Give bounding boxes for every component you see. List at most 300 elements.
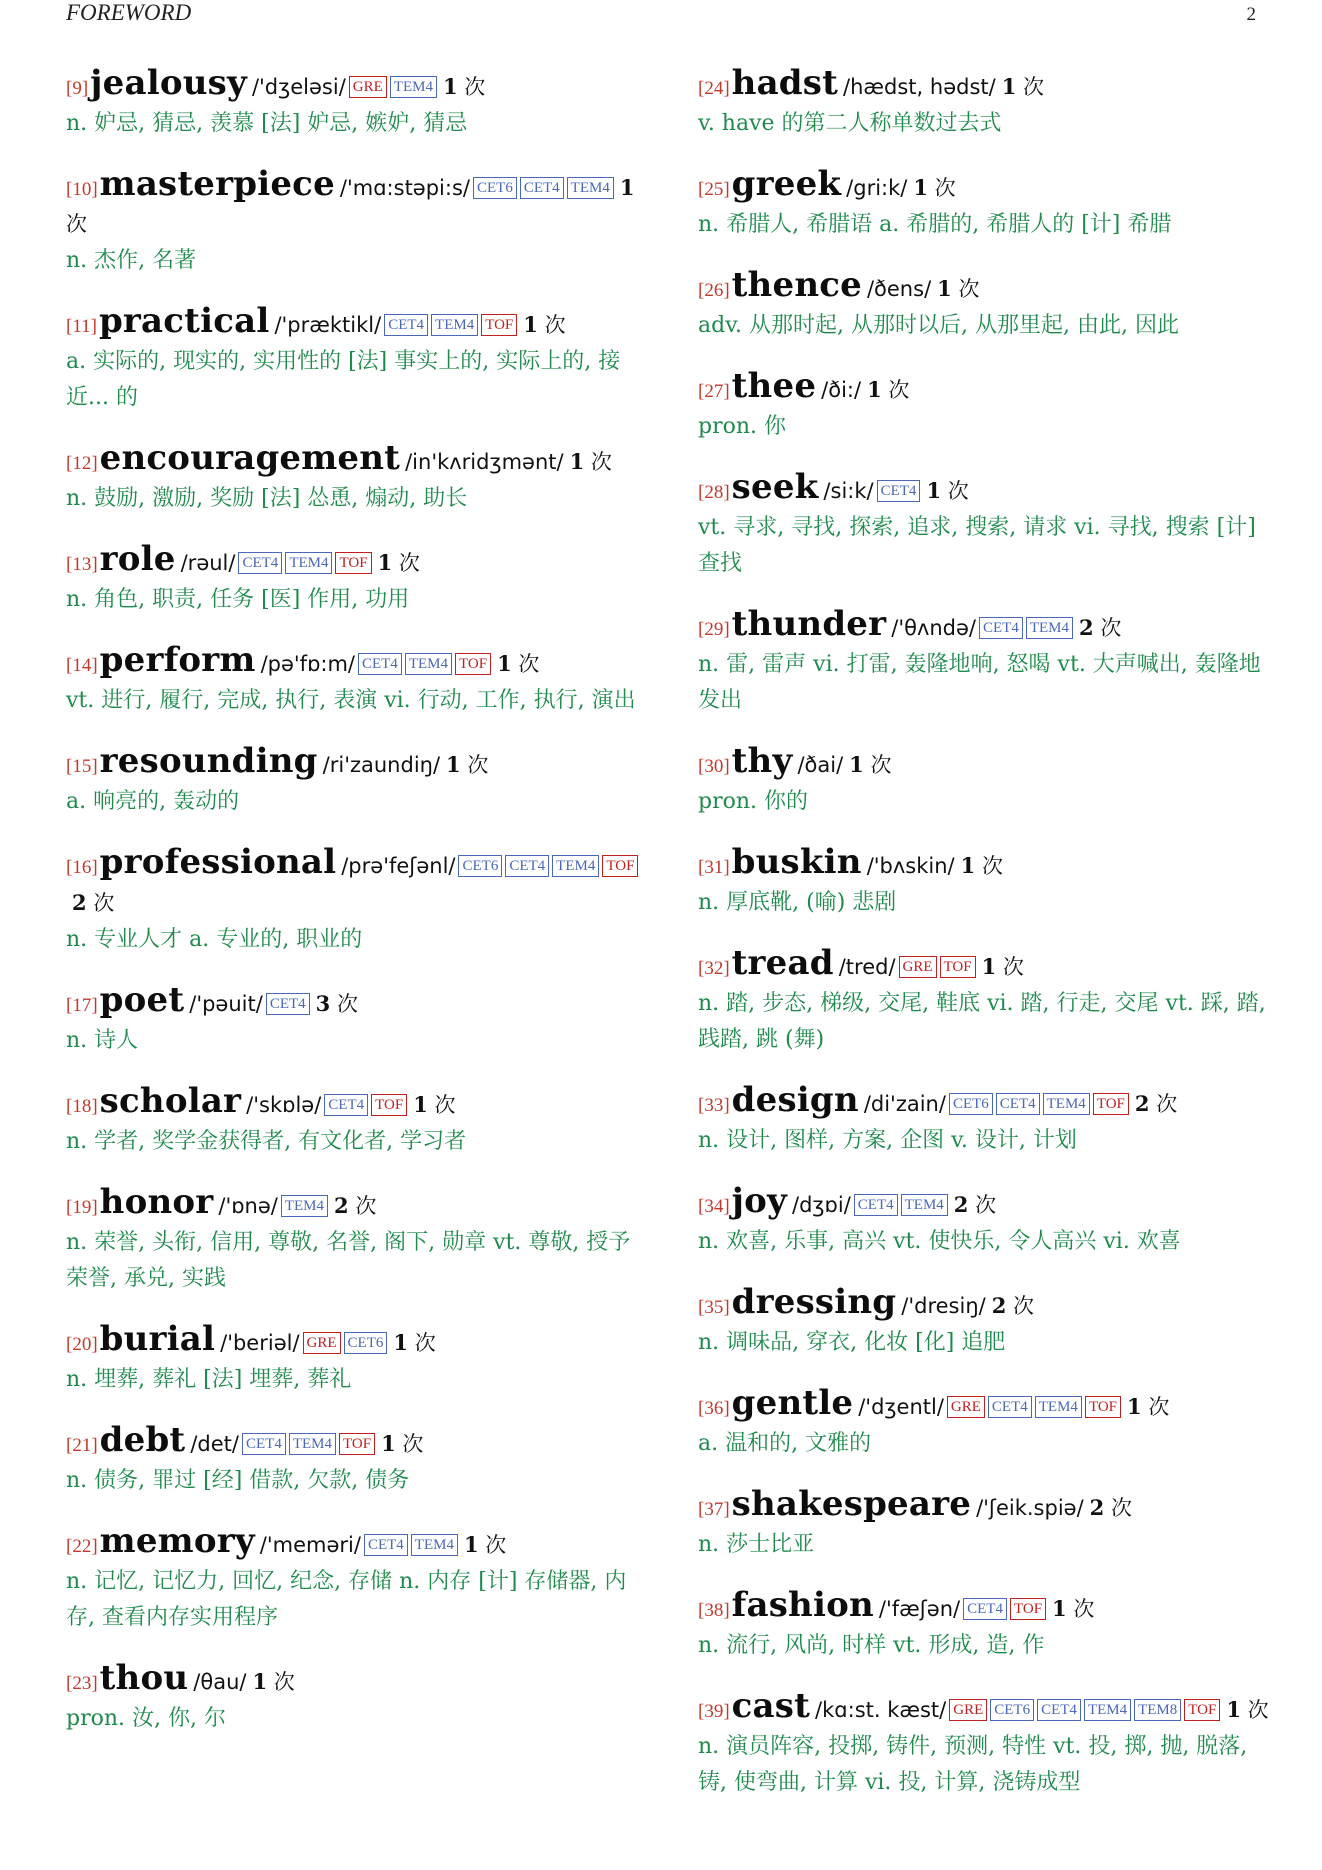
count-unit: 次: [1110, 1496, 1132, 1520]
vocab-entry: [698, 467, 1272, 582]
headword: seek: [731, 467, 819, 507]
count-number: 1: [926, 478, 942, 503]
headword: burial: [99, 1319, 216, 1359]
definition: n. 记忆, 记忆力, 回忆, 纪念, 存储 n. 内存 [计] 存储器, 内存, 查看内存实用程序: [66, 1569, 627, 1630]
vocab-entry: [698, 265, 1272, 344]
count-unit: 次: [888, 378, 910, 402]
entry-headline: [698, 842, 1272, 885]
exam-tag: TEM4: [431, 314, 478, 336]
exam-tag: CET4: [996, 1093, 1040, 1115]
definition: n. 杰作, 名著: [66, 248, 197, 273]
definition: n. 流行, 风尚, 时样 vt. 形成, 造, 作: [698, 1633, 1045, 1658]
occurrence-count: [937, 277, 979, 301]
occurrence-count: [992, 1294, 1034, 1318]
vocab-entry: [66, 1658, 640, 1737]
definition: pron. 你的: [698, 789, 809, 814]
occurrence-count: [1135, 1092, 1177, 1116]
exam-tag: CET6: [949, 1093, 993, 1115]
entry-headline: [66, 640, 640, 683]
exam-tag: CET4: [988, 1396, 1032, 1418]
headword: thy: [731, 741, 793, 781]
count-unit: 次: [1073, 1597, 1095, 1621]
pronunciation: /kɑ:st. kæst/: [815, 1698, 947, 1722]
exam-tag: CET4: [979, 617, 1023, 639]
entry-index: [37]: [698, 1499, 730, 1520]
occurrence-count: [443, 75, 485, 99]
count-unit: 次: [981, 854, 1003, 878]
headword: scholar: [99, 1081, 242, 1121]
entry-headline: [698, 1686, 1272, 1729]
definition: n. 专业人才 a. 专业的, 职业的: [66, 927, 363, 952]
count-number: 2: [991, 1293, 1007, 1318]
occurrence-count: [446, 753, 488, 777]
count-number: 1: [1226, 1697, 1241, 1722]
occurrence-count: [334, 1194, 376, 1218]
entry-headline: [698, 467, 1272, 510]
vocab-entry: [698, 1484, 1272, 1563]
headword: masterpiece: [99, 164, 335, 204]
occurrence-count: [393, 1331, 435, 1355]
definition: n. 角色, 职责, 任务 [医] 作用, 功用: [66, 587, 410, 612]
pronunciation: /ðai/: [797, 753, 844, 777]
entry-headline: [698, 63, 1272, 106]
pronunciation: /rəul/: [180, 551, 236, 575]
count-unit: 次: [336, 992, 358, 1016]
occurrence-count: [72, 891, 114, 915]
pronunciation: /tred/: [838, 955, 896, 979]
exam-tag: CET4: [324, 1094, 368, 1116]
exam-tag: TOF: [371, 1094, 407, 1116]
left-column: [66, 63, 640, 1762]
count-unit: 次: [1247, 1698, 1269, 1722]
definition: n. 设计, 图样, 方案, 企图 v. 设计, 计划: [698, 1128, 1077, 1153]
entry-headline: [66, 741, 640, 784]
headword: thunder: [731, 604, 887, 644]
vocab-entry: [698, 741, 1272, 820]
occurrence-count: [378, 551, 420, 575]
count-unit: 次: [464, 75, 486, 99]
headword: joy: [731, 1181, 787, 1221]
pronunciation: /hædst, hədst/: [843, 75, 996, 99]
count-unit: 次: [590, 450, 612, 474]
definition: n. 荣誉, 头衔, 信用, 尊敬, 名誉, 阁下, 勋章 vt. 尊敬, 授予荣誉, 承兑, 实践: [66, 1230, 631, 1291]
occurrence-count: [1226, 1698, 1268, 1722]
entry-headline: [66, 164, 640, 243]
exam-tag: CET4: [242, 1433, 286, 1455]
pronunciation: /ri'zaundiŋ/: [322, 753, 441, 777]
vocab-entry: [66, 63, 640, 142]
entry-index: [28]: [698, 482, 730, 503]
count-unit: 次: [947, 479, 969, 503]
count-number: 1: [569, 449, 585, 474]
entry-headline: [66, 1658, 640, 1701]
pronunciation: /ðens/: [866, 277, 932, 301]
headword: dressing: [731, 1282, 897, 1322]
exam-tag: TOF: [1093, 1093, 1129, 1115]
headword: perform: [99, 640, 256, 680]
count-unit: 次: [467, 753, 489, 777]
entry-index: [23]: [66, 1673, 98, 1694]
exam-tag: TEM4: [567, 177, 614, 199]
definition: a. 响亮的, 轰动的: [66, 789, 240, 814]
count-number: 1: [619, 175, 635, 200]
exam-tag: GRE: [947, 1396, 985, 1418]
headword: thee: [731, 366, 817, 406]
headword: tread: [731, 943, 834, 983]
pronunciation: /pə'fɒ:m/: [260, 652, 356, 676]
exam-tag: TOF: [481, 314, 517, 336]
exam-tag: TEM4: [552, 855, 599, 877]
headword: hadst: [731, 63, 839, 103]
vocab-entry: [66, 438, 640, 517]
exam-tag: TOF: [1010, 1598, 1046, 1620]
headword: shakespeare: [731, 1484, 972, 1524]
headword: role: [99, 539, 176, 579]
count-number: 1: [413, 1092, 428, 1117]
exam-tag: TOF: [602, 855, 638, 877]
vocab-entry: [698, 943, 1272, 1058]
exam-tag: TEM4: [901, 1194, 948, 1216]
definition: n. 演员阵容, 投掷, 铸件, 预测, 特性 vt. 投, 掷, 抛, 脱落, 铸, 使弯曲, 计算 vi. 投, 计算, 浇铸成型: [698, 1734, 1248, 1795]
count-number: 1: [252, 1669, 268, 1694]
headword: practical: [98, 301, 270, 341]
definition: v. have 的第二人称单数过去式: [698, 111, 1002, 136]
exam-tag: CET4: [266, 993, 310, 1015]
occurrence-count: [961, 854, 1003, 878]
definition: n. 踏, 步态, 梯级, 交尾, 鞋底 vi. 踏, 行走, 交尾 vt. 踩, 踏, 践踏, 跳 (舞): [698, 991, 1266, 1052]
definition: pron. 汝, 你, 尔: [66, 1706, 226, 1731]
exam-tag: CET4: [238, 552, 282, 574]
pronunciation: /det/: [190, 1432, 239, 1456]
pronunciation: /gri:k/: [846, 176, 908, 200]
exam-tag: TEM4: [405, 653, 452, 675]
count-number: 2: [334, 1193, 349, 1218]
count-unit: 次: [1013, 1294, 1035, 1318]
count-unit: 次: [355, 1194, 377, 1218]
count-number: 1: [937, 276, 952, 301]
vocab-entry: [66, 842, 640, 958]
exam-tag: TEM4: [285, 552, 332, 574]
entry-index: [31]: [698, 857, 730, 878]
exam-tag: CET6: [990, 1699, 1034, 1721]
definition: a. 实际的, 现实的, 实用性的 [法] 事实上的, 实际上的, 接近... 的: [66, 349, 621, 410]
definition: vt. 寻求, 寻找, 探索, 追求, 搜索, 请求 vi. 寻找, 搜索 [计] 查找: [698, 515, 1256, 576]
exam-tag: TOF: [455, 653, 491, 675]
vocab-entry: [66, 539, 640, 618]
exam-tag: CET6: [458, 855, 502, 877]
entry-index: [33]: [698, 1095, 730, 1116]
vocab-entry: [66, 164, 640, 279]
entry-headline: [698, 1181, 1272, 1224]
definition: n. 希腊人, 希腊语 a. 希腊的, 希腊人的 [计] 希腊: [698, 212, 1172, 237]
count-number: 1: [913, 175, 928, 200]
count-number: 2: [1089, 1495, 1105, 1520]
count-unit: 次: [414, 1331, 436, 1355]
headword: encouragement: [99, 438, 401, 478]
entry-index: [14]: [66, 655, 98, 676]
exam-tag: CET4: [854, 1194, 898, 1216]
headword: jealousy: [90, 63, 247, 103]
entry-index: [17]: [66, 995, 98, 1016]
pronunciation: /di'zain/: [863, 1092, 946, 1116]
page-header: [66, 0, 1256, 30]
definition: pron. 你: [698, 414, 787, 439]
pronunciation: /'θʌndə/: [891, 616, 977, 640]
count-number: 1: [463, 1532, 479, 1557]
count-unit: 次: [544, 313, 566, 337]
pronunciation: /'dʒeləsi/: [251, 75, 346, 99]
entry-index: [22]: [66, 1536, 98, 1557]
entry-headline: [66, 539, 640, 582]
vocab-entry: [66, 980, 640, 1059]
entry-index: [20]: [66, 1334, 98, 1355]
vocab-entry: [698, 366, 1272, 445]
count-unit: 次: [402, 1432, 424, 1456]
count-number: 1: [1052, 1596, 1067, 1621]
count-unit: 次: [434, 1093, 456, 1117]
headword: gentle: [731, 1383, 854, 1423]
entry-headline: [698, 1282, 1272, 1325]
count-number: 1: [981, 954, 997, 979]
pronunciation: /'ɒnə/: [218, 1194, 278, 1218]
exam-tag: CET4: [877, 480, 921, 502]
definition: n. 欢喜, 乐事, 高兴 vt. 使快乐, 令人高兴 vi. 欢喜: [698, 1229, 1181, 1254]
pronunciation: /si:k/: [823, 479, 874, 503]
exam-tag: TOF: [339, 1433, 375, 1455]
exam-tag: TEM4: [390, 76, 437, 98]
count-unit: 次: [93, 891, 115, 915]
pronunciation: /'ʃeik.spiə/: [976, 1496, 1084, 1520]
entry-headline: [698, 741, 1272, 784]
entry-index: [11]: [66, 316, 97, 337]
count-number: 1: [446, 752, 461, 777]
occurrence-count: [570, 450, 612, 474]
headword: resounding: [99, 741, 318, 781]
pronunciation: /'beriəl/: [220, 1331, 300, 1355]
occurrence-count: [523, 313, 565, 337]
entry-headline: [66, 1521, 640, 1564]
entry-index: [39]: [698, 1701, 730, 1722]
exam-tag: TOF: [1085, 1396, 1121, 1418]
vocab-entry: [698, 842, 1272, 921]
entry-index: [36]: [698, 1398, 730, 1419]
occurrence-count: [413, 1093, 455, 1117]
exam-tag: TOF: [335, 552, 371, 574]
headword: design: [731, 1080, 859, 1120]
headword: debt: [99, 1420, 186, 1460]
entry-headline: [66, 1182, 640, 1225]
pronunciation: /'skɒlə/: [246, 1093, 322, 1117]
entry-index: [18]: [66, 1096, 98, 1117]
vocab-entry: [698, 164, 1272, 243]
exam-tag: CET4: [358, 653, 402, 675]
headword: greek: [731, 164, 842, 204]
count-number: 1: [377, 550, 393, 575]
entry-headline: [66, 301, 640, 344]
count-number: 1: [442, 74, 458, 99]
entry-index: [15]: [66, 756, 98, 777]
exam-tag: TOF: [940, 956, 976, 978]
entry-index: [10]: [66, 179, 98, 200]
exam-tag: TEM4: [1043, 1093, 1090, 1115]
vocab-entry: [698, 1585, 1272, 1664]
entry-headline: [698, 1585, 1272, 1628]
vocab-entry: [698, 1080, 1272, 1159]
vocab-entry: [66, 640, 640, 719]
entry-headline: [66, 1081, 640, 1124]
count-number: 2: [1134, 1091, 1150, 1116]
entry-headline: [66, 842, 640, 922]
entry-headline: [698, 1080, 1272, 1123]
occurrence-count: [1002, 75, 1044, 99]
entry-headline: [698, 943, 1272, 986]
count-number: 1: [1127, 1394, 1142, 1419]
exam-tag: TEM4: [411, 1534, 458, 1556]
headword: professional: [99, 842, 337, 882]
exam-tag: CET4: [520, 177, 564, 199]
count-number: 2: [1079, 615, 1094, 640]
vocab-entry: [66, 1081, 640, 1160]
entry-index: [32]: [698, 958, 730, 979]
entry-headline: [698, 366, 1272, 409]
definition: vt. 进行, 履行, 完成, 执行, 表演 vi. 行动, 工作, 执行, 演出: [66, 688, 636, 713]
count-unit: 次: [518, 652, 540, 676]
count-number: 1: [849, 752, 864, 777]
headword: poet: [99, 980, 185, 1020]
exam-tag: TEM4: [1084, 1699, 1131, 1721]
occurrence-count: [252, 1670, 294, 1694]
pronunciation: /'mɑ:stəpi:s/: [339, 176, 470, 200]
definition: a. 温和的, 文雅的: [698, 1431, 872, 1456]
entry-index: [29]: [698, 619, 730, 640]
pronunciation: /'præktikl/: [274, 313, 382, 337]
occurrence-count: [1090, 1496, 1132, 1520]
definition: n. 鼓励, 激励, 奖励 [法] 怂恿, 煽动, 助长: [66, 486, 468, 511]
entry-index: [19]: [66, 1197, 98, 1218]
occurrence-count: [316, 992, 358, 1016]
count-number: 1: [381, 1431, 396, 1456]
count-unit: 次: [958, 277, 980, 301]
definition: adv. 从那时起, 从那时以后, 从那里起, 由此, 因此: [698, 313, 1179, 338]
vocab-entry: [698, 604, 1272, 719]
count-number: 1: [960, 853, 976, 878]
exam-tag: GRE: [349, 76, 387, 98]
definition: n. 调味品, 穿衣, 化妆 [化] 追肥: [698, 1330, 1006, 1355]
count-number: 1: [393, 1330, 408, 1355]
definition: n. 雷, 雷声 vi. 打雷, 轰隆地响, 怒喝 vt. 大声喊出, 轰隆地发出: [698, 652, 1261, 713]
occurrence-count: [849, 753, 891, 777]
count-number: 2: [953, 1192, 969, 1217]
occurrence-count: [381, 1432, 423, 1456]
entry-index: [21]: [66, 1435, 98, 1456]
definition: n. 学者, 奖学金获得者, 有文化者, 学习者: [66, 1129, 467, 1154]
entry-headline: [66, 980, 640, 1023]
entry-index: [13]: [66, 554, 98, 575]
entry-index: [24]: [698, 78, 730, 99]
vocab-entry: [698, 63, 1272, 142]
entry-index: [35]: [698, 1297, 730, 1318]
exam-tag: TEM4: [1035, 1396, 1082, 1418]
headword: thence: [731, 265, 862, 305]
definition: n. 妒忌, 猜忌, 羡慕 [法] 妒忌, 嫉妒, 猜忌: [66, 111, 468, 136]
exam-tag: CET4: [963, 1598, 1007, 1620]
vocab-entry: [698, 1181, 1272, 1260]
pronunciation: /'fæʃən/: [878, 1597, 961, 1621]
count-number: 1: [1001, 74, 1017, 99]
occurrence-count: [913, 176, 955, 200]
count-unit: 次: [66, 212, 87, 236]
occurrence-count: [954, 1193, 996, 1217]
page-number: 2: [1246, 4, 1256, 25]
count-unit: 次: [975, 1193, 997, 1217]
vocab-entry: [66, 301, 640, 416]
exam-tag: GRE: [303, 1332, 341, 1354]
entry-headline: [698, 265, 1272, 308]
vocab-entry: [698, 1686, 1272, 1801]
count-unit: 次: [1100, 616, 1122, 640]
count-unit: 次: [1148, 1395, 1170, 1419]
occurrence-count: [982, 955, 1024, 979]
entry-index: [16]: [66, 857, 98, 878]
exam-tag: CET4: [505, 855, 549, 877]
definition: n. 债务, 罪过 [经] 借款, 欠款, 债务: [66, 1468, 410, 1493]
count-number: 1: [523, 312, 538, 337]
exam-tag: CET4: [364, 1534, 408, 1556]
exam-tag: GRE: [899, 956, 937, 978]
pronunciation: /'bʌskin/: [866, 854, 955, 878]
entry-headline: [66, 1420, 640, 1463]
vocab-entry: [66, 1420, 640, 1499]
count-unit: 次: [1023, 75, 1045, 99]
pronunciation: /'dʒentl/: [858, 1395, 944, 1419]
right-column: [698, 63, 1272, 1826]
exam-tag: TOF: [1184, 1699, 1220, 1721]
entry-headline: [66, 1319, 640, 1362]
pronunciation: /θau/: [193, 1670, 247, 1694]
entry-index: [26]: [698, 280, 730, 301]
headword: cast: [731, 1686, 811, 1726]
entry-headline: [66, 438, 640, 481]
vocab-entry: [66, 1319, 640, 1398]
entry-index: [38]: [698, 1600, 730, 1621]
count-unit: 次: [398, 551, 420, 575]
entry-headline: [698, 604, 1272, 647]
count-unit: 次: [870, 753, 892, 777]
vocab-entry: [66, 1521, 640, 1636]
count-number: 3: [315, 991, 331, 1016]
exam-tag: CET4: [1037, 1699, 1081, 1721]
exam-tag: GRE: [949, 1699, 987, 1721]
occurrence-count: [464, 1533, 506, 1557]
pronunciation: /prə'feʃənl/: [341, 854, 456, 878]
count-number: 2: [72, 890, 87, 915]
occurrence-count: [1127, 1395, 1169, 1419]
entry-headline: [698, 1383, 1272, 1426]
occurrence-count: [497, 652, 539, 676]
pronunciation: /'meməri/: [259, 1533, 361, 1557]
headword: thou: [99, 1658, 189, 1698]
exam-tag: CET4: [384, 314, 428, 336]
headword: memory: [99, 1521, 255, 1561]
count-unit: 次: [1156, 1092, 1178, 1116]
vocab-entry: [66, 741, 640, 820]
headword: honor: [99, 1182, 214, 1222]
pronunciation: /'dresiŋ/: [901, 1294, 986, 1318]
vocab-entry: [66, 1182, 640, 1297]
occurrence-count: [1052, 1597, 1094, 1621]
entry-index: [27]: [698, 381, 730, 402]
exam-tag: TEM8: [1134, 1699, 1181, 1721]
